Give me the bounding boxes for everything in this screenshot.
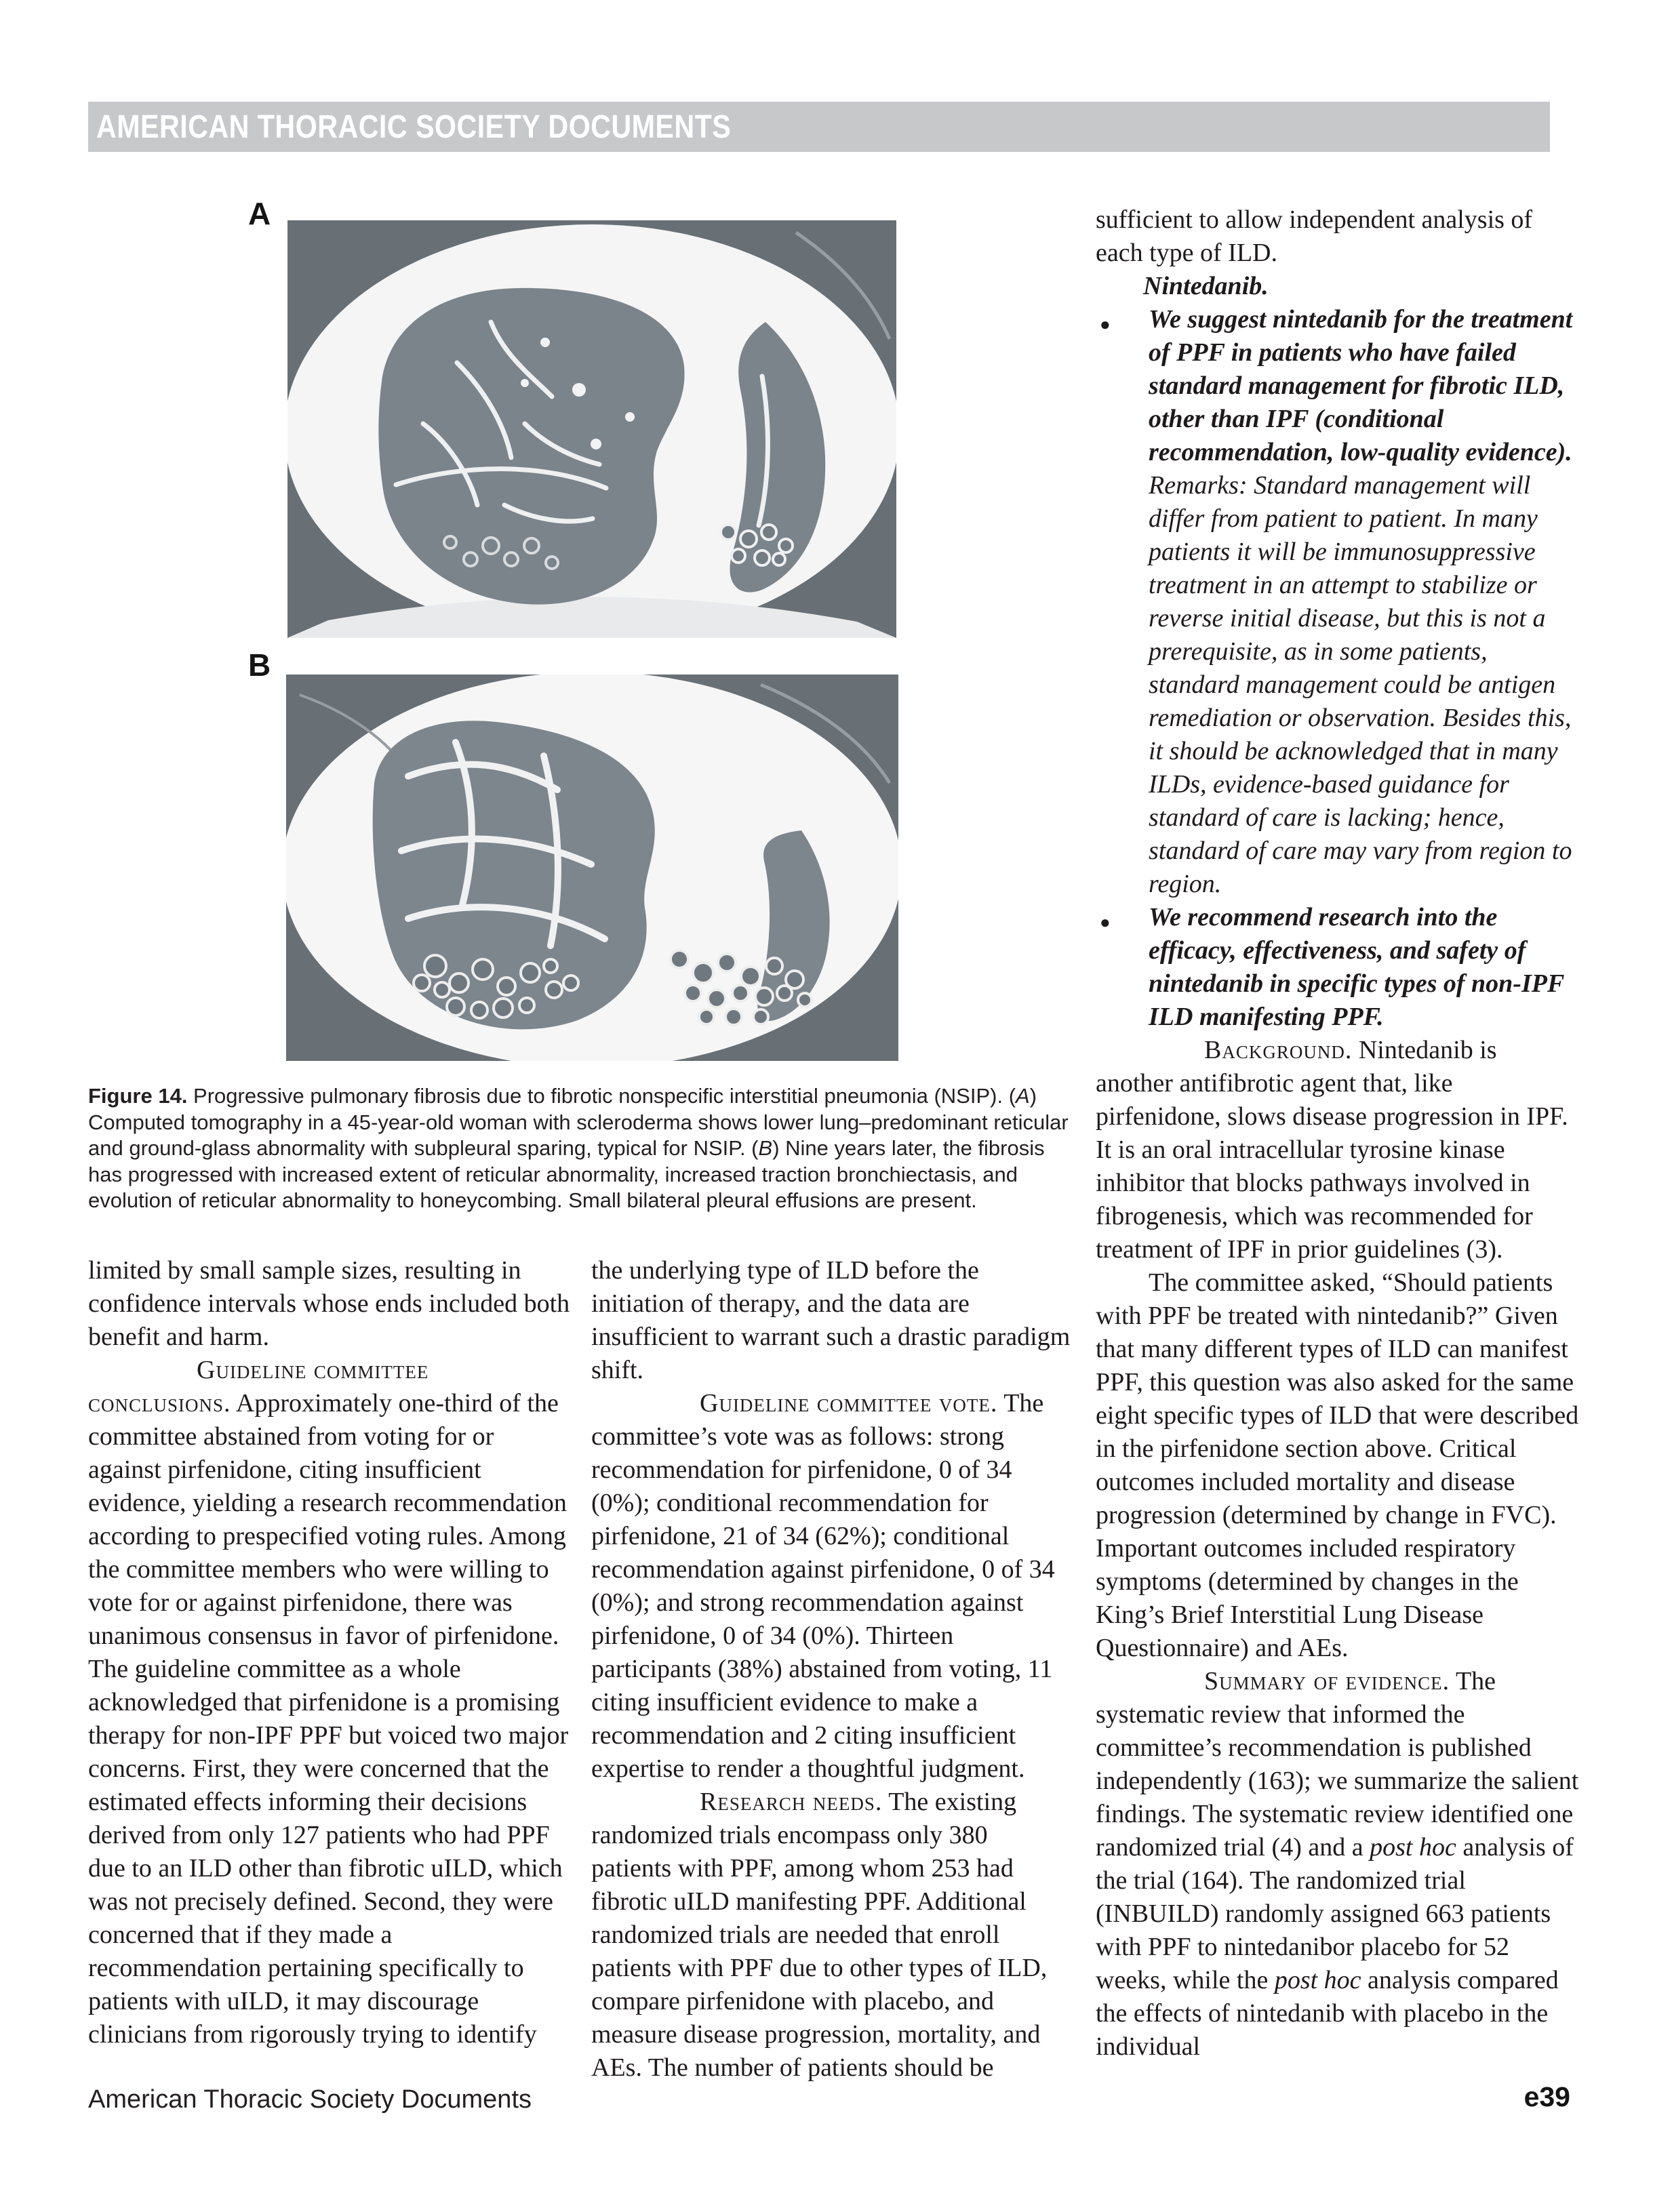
caption-seg-1: Progressive pulmonary fibrosis due to fibrotic nonspecific interstitial pneumonia (NSIP). ( — [187, 1084, 1016, 1108]
middle-paragraph-vote — [591, 1387, 1074, 1786]
ct-scan-b — [286, 675, 898, 1061]
section-banner — [88, 102, 1550, 152]
summary-evidence-run-3: analysis compared the effects of nintedanib with placebo in the individual — [1096, 1966, 1559, 2061]
middle-paragraph-research-needs — [591, 1786, 1074, 2085]
recommendation-bullet-1 — [1096, 303, 1580, 901]
figure-panel-a-label: A — [248, 196, 271, 231]
column-middle — [591, 1254, 1074, 2085]
figure-panel-b-label: B — [248, 647, 271, 683]
section-banner-title: AMERICAN THORACIC SOCIETY DOCUMENTS — [96, 108, 732, 145]
right-paragraph-committee-question: The committee asked, “Should patients with PPF be treated with nintedanib?” Given that many different types of ILD can manifest PPF, this question was also asked for the same eight specific types of ILD that were described in the pirfenidone section above. Critical outcomes included mortality and disease progression (determined by change in FVC). Important outcomes included respiratory symptoms (determined by changes in the King’s Brief Interstitial Lung Disease Questionnaire) and AEs. — [1096, 1268, 1579, 1662]
guideline-committee-conclusions-heading: Guideline committee conclusions. — [88, 1356, 429, 1417]
recommendation-2-text: We recommend research into the efficacy, effectiveness, and safety of nintedanib in specific types of non-IPF ILD manifesting PPF. — [1149, 903, 1564, 1031]
figure-caption-lead: Figure 14. — [88, 1084, 188, 1108]
left-paragraph-conclusions — [88, 1354, 571, 2051]
running-footer-title: American Thoracic Society Documents — [88, 2085, 532, 2114]
caption-panel-b-ref: B — [758, 1136, 773, 1160]
right-paragraph-background-body: Nintedanib is another antifibrotic agent that, like pirfenidone, slows disease progression in IPF. It is an oral intracellular tyrosine kinase inhibitor that blocks pathways involved in fibrogenesis, which was recommended for treatment of IPF in prior guidelines (3). — [1096, 1036, 1568, 1264]
summary-evidence-run-2: analysis of the trial (164). The randomized trial (INBUILD) randomly assigned 663 patients with PPF to nintedanibor placebo for 52 weeks, while the — [1096, 1833, 1574, 1994]
page-number: e39 — [1523, 2081, 1570, 2112]
figure-caption — [88, 1083, 1075, 1214]
ct-scan-a — [287, 220, 896, 638]
recommendation-1-text: We suggest nintedanib for the treatment of PPF in patients who have failed standard management for fibrotic ILD, other than IPF (conditional recommendation, low-quality evidence). — [1149, 305, 1573, 466]
right-paragraph-background — [1096, 1034, 1580, 1266]
column-left — [88, 1254, 571, 2051]
post-hoc-italic-1: post hoc — [1370, 1833, 1456, 1862]
caption-seg-3: ) Nine years later, the fibrosis has progressed with increased extent of reticular abnormality, increased traction bronchiectasis, and evolution of reticular abnormality to honeycombing. Small bilateral pleural effusions are present. — [88, 1136, 1045, 1212]
middle-paragraph-research-needs-body: The existing randomized trials encompass only 380 patients with PPF, among whom 253 had fibrotic uILD manifesting PPF. Additional randomized trials are needed that enroll patients with PPF due to other types of ILD, compare pirfenidone with placebo, and measure disease progression, mortality, and AEs. The number of patients should be — [591, 1788, 1048, 2082]
column-right — [1096, 203, 1580, 2064]
nintedanib-heading: Nintedanib. — [1143, 272, 1269, 300]
middle-paragraph-continuation: the underlying type of ILD before the initiation of therapy, and the data are insufficient to warrant such a drastic paradigm shift. — [591, 1256, 1071, 1384]
caption-panel-a-ref: A — [1016, 1084, 1030, 1108]
background-heading: Background. — [1204, 1036, 1353, 1064]
recommendation-1-remarks: Remarks: Standard management will differ from patient to patient. In many patients it will be immunosuppressive treatment in an attempt to stabilize or reverse initial disease, but this is not a prerequisite, as in some patients, standard management could be antigen remediation or observation. Besides this, it should be acknowledged that in many ILDs, evidence-based guidance for standard of care is lacking; hence, standard of care may vary from region to region. — [1149, 471, 1572, 898]
left-paragraph-conclusions-body: Approximately one-third of the committee abstained from voting for or against pirfenidone, citing insufficient evidence, yielding a research recommendation according to prespecified voting rules. Among the committee members who were willing to vote for or against pirfenidone, there was unanimous consensus in favor of pirfenidone. The guideline committee as a whole acknowledged that pirfenidone is a promising therapy for non-IPF PPF but voiced two major concerns. First, they were concerned that the estimated effects informing their decisions derived from only 127 patients who had PPF due to an ILD other than fibrotic uILD, which was not precisely defined. Second, they were concerned that if they made a recommendation pertaining specifically to patients with uILD, it may discourage clinicians from rigorously trying to identify — [88, 1389, 569, 2049]
left-paragraph-continuation: limited by small sample sizes, resulting in confidence intervals whose ends included both benefit and harm. — [88, 1256, 570, 1351]
middle-paragraph-vote-body: The committee’s vote was as follows: strong recommendation for pirfenidone, 0 of 34 (0%); conditional recommendation for pirfenidone, 21 of 34 (62%); conditional recommendation against pirfenidone, 0 of 34 (0%); and strong recommendation against pirfenidone, 0 of 34 (0%). Thirteen participants (38%) abstained from voting, 11 citing insufficient evidence to make a recommendation and 2 citing insufficient expertise to render a thoughtful judgment. — [591, 1389, 1055, 1783]
summary-of-evidence-heading: Summary of evidence. — [1204, 1667, 1450, 1695]
right-paragraph-continuation: sufficient to allow independent analysis of each type of ILD. — [1096, 205, 1533, 267]
guideline-committee-vote-heading: Guideline committee vote. — [700, 1389, 998, 1417]
right-paragraph-summary-evidence — [1096, 1665, 1580, 2064]
summary-evidence-run-1: The systematic review that informed the committee’s recommendation is published independently (163); we summarize the salient findings. The systematic review identified one randomized trial (4) and a — [1096, 1667, 1579, 1862]
research-needs-heading: Research needs. — [700, 1788, 883, 1816]
post-hoc-italic-2: post hoc — [1274, 1966, 1361, 1994]
recommendation-bullet-2 — [1096, 901, 1580, 1034]
caption-seg-2: ) Computed tomography in a 45-year-old woman with scleroderma shows lower lung–predominant reticular and ground-glass abnormality with subpleural sparing, typical for NSIP. ( — [88, 1084, 1069, 1160]
bullet-icon: ● — [1100, 912, 1111, 932]
bullet-icon: ● — [1100, 315, 1111, 334]
